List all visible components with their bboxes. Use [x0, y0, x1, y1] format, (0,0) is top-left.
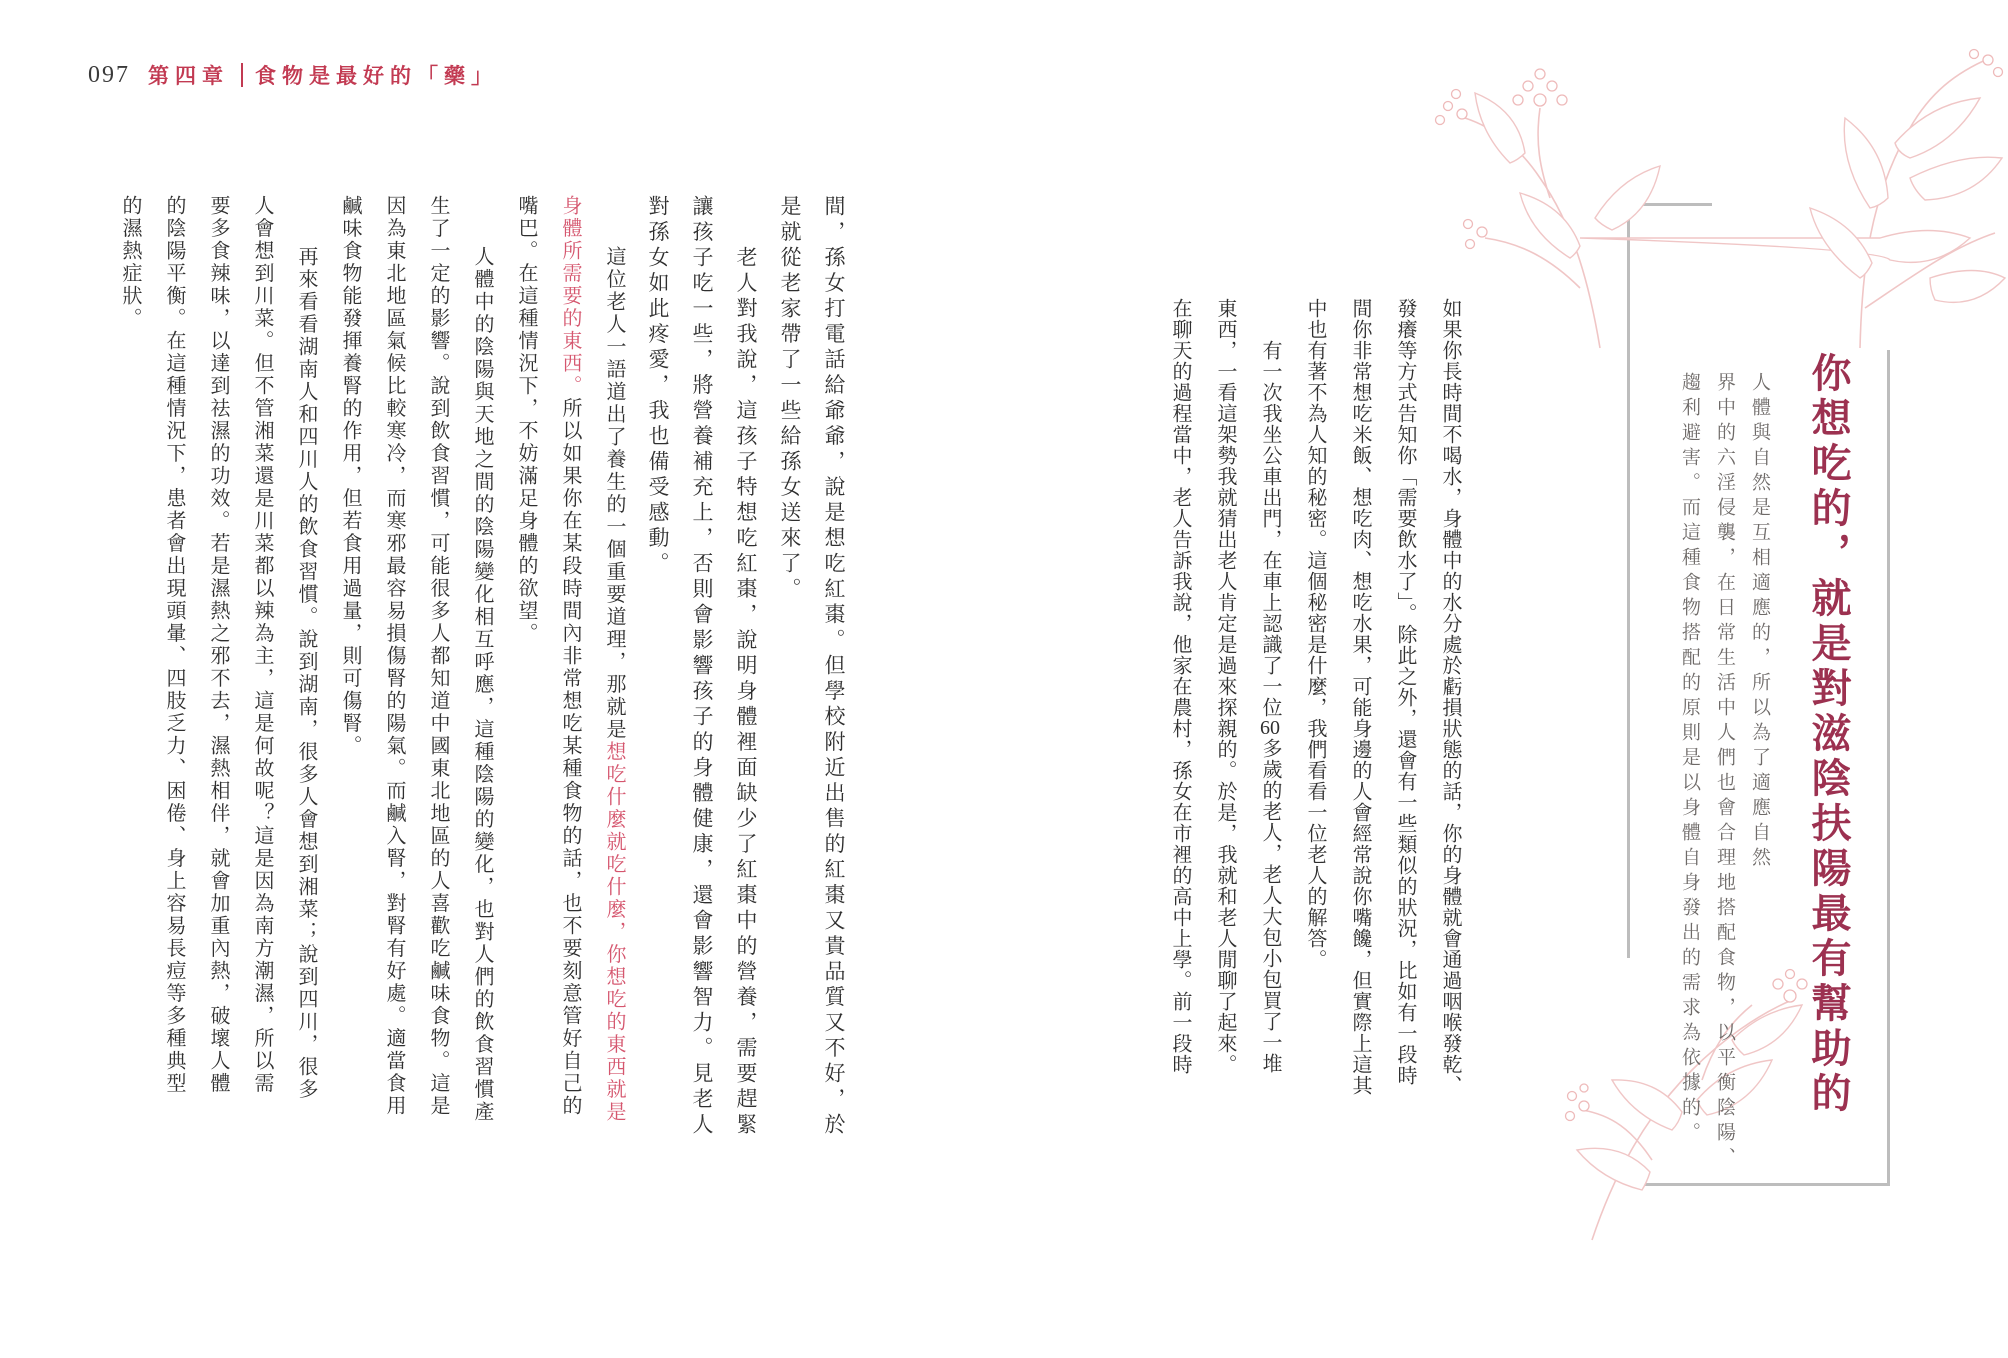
text-column: [108, 195, 152, 1145]
intro-line: 趨利避害。而這種食物搭配的原則是以身體自身發出的需求為依據的。: [1679, 372, 1700, 1147]
intro-line: 界中的六淫侵襲，在日常生活中人們也會合理地搭配食物，以平衡陰陽、: [1714, 372, 1735, 1172]
body-text: 如果你長時間不喝水，身體中的水分處於虧損狀態的話，你的身體就會通過咽喉發乾、: [1439, 298, 1461, 1096]
text-column: [592, 195, 636, 1145]
body-text: 要多食辣味，以達到祛濕的功效。若是濕熱之邪不去，濕熱相伴，就會加重內熱，破壞人體: [207, 195, 229, 1095]
chapter-divider: [241, 63, 243, 87]
body-text: 多歲的老人，老人大包小包買了一堆: [1259, 738, 1281, 1074]
text-column: [504, 195, 548, 1145]
section-intro: [1672, 372, 1777, 1172]
text-column: [1202, 298, 1247, 1098]
body-text: 讓孩子吃一些，將營養補充上，否則會影響孩子的身體健康，還會影響智力。見老人: [690, 195, 714, 1139]
page-number: 097: [88, 61, 130, 88]
body-text: 鹹味食物能發揮養腎的作用，但若食用過量，則可傷腎。: [339, 195, 361, 758]
text-column: [416, 195, 460, 1145]
body-text: 再來看看湖南人和四川人的飲食習慣。說到湖南，很多人會想到湘菜；說到四川，很多: [295, 246, 317, 1101]
text-column: [460, 195, 504, 1145]
body-text: 生了一定的影響。說到飲食習慣，可能很多人都知道中國東北地區的人喜歡吃鹹味食物。這是: [427, 195, 449, 1118]
text-column: [1427, 298, 1472, 1098]
body-text: 人體中的陰陽與天地之間的陰陽變化相互呼應，這種陰陽的變化，也對人們的飲食習慣產: [471, 246, 493, 1124]
text-column: [812, 195, 856, 1145]
text-column: [768, 195, 812, 1145]
body-text: 人會想到川菜。但不管湘菜還是川菜都以辣為主，這是何故呢？這是因為南方潮濕，所以需: [251, 195, 273, 1095]
body-text: 這位老人一語道出了養生的一個重要道理，那就是: [603, 246, 625, 741]
body-text: 對孫女如此疼愛，我也備受感動。: [646, 195, 670, 578]
text-column: [724, 195, 768, 1145]
right-page-text-block: [1154, 298, 1472, 1098]
highlight-text: 想吃什麼就吃什麼，你想吃的東西就是: [603, 741, 625, 1124]
text-column: [1247, 298, 1292, 1098]
chapter-title: 食物是最好的「藥」: [255, 64, 498, 88]
body-text: 在聊天的過程當中，老人告訴我說，他家在農村，孫女在市裡的高中上學。前一段時: [1169, 298, 1191, 1075]
body-text: 發癢等方式告知你「需要飲水了」。除此之外，還會有一些類似的狀況，比如有一段時: [1394, 298, 1416, 1086]
body-text: 東西，一看這架勢我就猜出老人肯定是過來探親的。於是，我就和老人閒聊了起來。: [1214, 298, 1236, 1075]
body-text: 嘴巴。在這種情況下，不妨滿足身體的欲望。: [515, 195, 537, 645]
text-column: [1382, 298, 1427, 1098]
section-title: 你想吃的，就是對滋陰扶陽最有幫助的: [1806, 352, 1851, 1117]
text-column: [548, 195, 592, 1145]
highlight-text: 身體所需要的東西。: [559, 195, 581, 398]
body-text: 有一次我坐公車出門，在車上認識了一位: [1259, 340, 1281, 718]
body-text: 老人對我說，這孩子特想吃紅棗，說明身體裡面缺少了紅棗中的營養，需要趕緊: [734, 246, 758, 1139]
chapter-label: 第四章: [148, 64, 229, 88]
body-text: 的陰陽平衡。在這種情況下，患者會出現頭暈、四肢乏力、困倦、身上容易長痘等多種典型: [163, 195, 185, 1095]
text-column: [372, 195, 416, 1145]
body-text: 是就從老家帶了一些給孫女送來了。: [778, 195, 802, 603]
text-column: [680, 195, 724, 1145]
text-column: [284, 195, 328, 1145]
text-column: [1337, 298, 1382, 1098]
body-text: 因為東北地區氣候比較寒冷，而寒邪最容易損傷腎的陽氣。而鹹入腎，對腎有好處。適當食用: [383, 195, 405, 1118]
body-text: 間，孫女打電話給爺爺，說是想吃紅棗。但學校附近出售的紅棗又貴品質又不好，於: [822, 195, 846, 1139]
text-column: [196, 195, 240, 1145]
body-text: 間你非常想吃米飯、想吃肉、想吃水果，可能身邊的人會經常說你嘴饞，但實際上這其: [1349, 298, 1371, 1096]
text-column: [636, 195, 680, 1145]
text-column: [1157, 298, 1202, 1098]
text-column: [240, 195, 284, 1145]
flower-branch-top-icon: [1390, 48, 2008, 360]
text-column: [328, 195, 372, 1145]
left-page-text-block: [108, 195, 856, 1145]
text-column: [1292, 298, 1337, 1098]
intro-line: 人體與自然是互相適應的，所以為了適應自然: [1749, 372, 1770, 872]
body-text: 所以如果你在某段時間內非常想吃某種食物的話，也不要刻意管好自己的: [559, 397, 581, 1118]
body-text: 中也有著不為人知的秘密。這個秘密是什麼，我們看看一位老人的解答。: [1304, 298, 1326, 970]
text-column: [152, 195, 196, 1145]
page-header: [88, 60, 498, 90]
chapter-breadcrumb: [148, 60, 498, 90]
horizontal-number: 60: [1260, 718, 1280, 738]
body-text: 的濕熱症狀。: [119, 195, 141, 330]
